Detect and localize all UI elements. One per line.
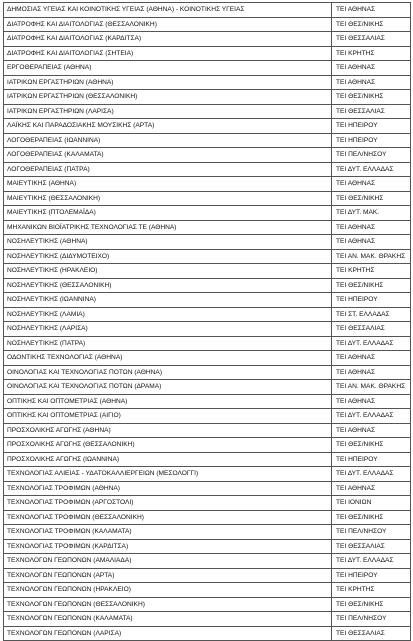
table-row: [4, 365, 411, 380]
department-name-cell: ΝΟΣΗΛΕΥΤΙΚΗΣ (ΙΩΑΝΝΙΝΑ): [4, 293, 332, 308]
department-name-cell: ΤΕΧΝΟΛΟΓΩΝ ΓΕΩΠΟΝΩΝ (ΗΡΑΚΛΕΙΟ): [4, 583, 332, 598]
table-row: [4, 278, 411, 293]
department-name-cell: ΕΡΓΟΘΕΡΑΠΕΙΑΣ (ΑΘΗΝΑ): [4, 61, 332, 76]
institution-cell: ΤΕΙ ΔΥΤ. ΕΛΛΑΔΑΣ: [332, 554, 411, 569]
table-row: [4, 90, 411, 105]
institution-cell: ΤΕΙ ΗΠΕΙΡΟΥ: [332, 293, 411, 308]
table-row: [4, 597, 411, 612]
department-name-cell: ΜΑΙΕΥΤΙΚΗΣ (ΑΘΗΝΑ): [4, 177, 332, 192]
institution-cell: ΤΕΙ ΑΘΗΝΑΣ: [332, 394, 411, 409]
institution-cell: ΤΕΙ ΑΘΗΝΑΣ: [332, 220, 411, 235]
institution-cell: ΤΕΙ ΑΘΗΝΑΣ: [332, 3, 411, 18]
institution-cell: ΤΕΙ ΗΠΕΙΡΟΥ: [332, 568, 411, 583]
department-name-cell: ΛΟΓΟΘΕΡΑΠΕΙΑΣ (ΠΑΤΡΑ): [4, 162, 332, 177]
table-row: [4, 46, 411, 61]
table-row: [4, 554, 411, 569]
department-name-cell: ΔΙΑΤΡΟΦΗΣ ΚΑΙ ΔΙΑΙΤΟΛΟΓΙΑΣ (ΚΑΡΔΙΤΣΑ): [4, 32, 332, 47]
institution-cell: ΤΕΙ ΑΘΗΝΑΣ: [332, 481, 411, 496]
department-name-cell: ΟΙΝΟΛΟΓΙΑΣ ΚΑΙ ΤΕΧΝΟΛΟΓΙΑΣ ΠΟΤΩΝ (ΑΘΗΝΑ): [4, 365, 332, 380]
table-row: [4, 525, 411, 540]
table-row: [4, 32, 411, 47]
institution-cell: ΤΕΙ ΘΕΣ/ΝΙΚΗΣ: [332, 597, 411, 612]
institution-cell: ΤΕΙ ΑΘΗΝΑΣ: [332, 365, 411, 380]
institution-cell: ΤΕΙ ΘΕΣ/ΝΙΚΗΣ: [332, 90, 411, 105]
department-name-cell: ΟΠΤΙΚΗΣ ΚΑΙ ΟΠΤΟΜΕΤΡΙΑΣ (ΑΙΓΙΟ): [4, 409, 332, 424]
table-row: [4, 3, 411, 18]
table-row: [4, 481, 411, 496]
institution-cell: ΤΕΙ ΘΕΣ/ΝΙΚΗΣ: [332, 278, 411, 293]
institution-cell: ΤΕΙ ΗΠΕΙΡΟΥ: [332, 452, 411, 467]
table-row: [4, 510, 411, 525]
department-name-cell: ΙΑΤΡΙΚΩΝ ΕΡΓΑΣΤΗΡΙΩΝ (ΑΘΗΝΑ): [4, 75, 332, 90]
table-row: [4, 612, 411, 627]
department-name-cell: ΠΡΟΣΧΟΛΙΚΗΣ ΑΓΩΓΗΣ (ΘΕΣΣΑΛΟΝΙΚΗ): [4, 438, 332, 453]
table-row: [4, 191, 411, 206]
institution-cell: ΤΕΙ ΗΠΕΙΡΟΥ: [332, 119, 411, 134]
table-row: [4, 75, 411, 90]
department-name-cell: ΟΔΟΝΤΙΚΗΣ ΤΕΧΝΟΛΟΓΙΑΣ (ΑΘΗΝΑ): [4, 351, 332, 366]
department-name-cell: ΟΠΤΙΚΗΣ ΚΑΙ ΟΠΤΟΜΕΤΡΙΑΣ (ΑΘΗΝΑ): [4, 394, 332, 409]
institution-cell: ΤΕΙ ΑΝ. ΜΑΚ. ΘΡΑΚΗΣ: [332, 249, 411, 264]
table-row: [4, 307, 411, 322]
department-name-cell: ΝΟΣΗΛΕΥΤΙΚΗΣ (ΛΑΜΙΑ): [4, 307, 332, 322]
table-row: [4, 583, 411, 598]
department-name-cell: ΔΙΑΤΡΟΦΗΣ ΚΑΙ ΔΙΑΙΤΟΛΟΓΙΑΣ (ΣΗΤΕΙΑ): [4, 46, 332, 61]
institution-cell: ΤΕΙ ΠΕΛ/ΝΗΣΟΥ: [332, 525, 411, 540]
departments-table: [3, 2, 411, 641]
department-name-cell: ΜΑΙΕΥΤΙΚΗΣ (ΠΤΟΛΕΜΑΪΔΑ): [4, 206, 332, 221]
institution-cell: ΤΕΙ ΗΠΕΙΡΟΥ: [332, 133, 411, 148]
department-name-cell: ΤΕΧΝΟΛΟΓΙΑΣ ΤΡΟΦΙΜΩΝ (ΘΕΣΣΑΛΟΝΙΚΗ): [4, 510, 332, 525]
department-name-cell: ΝΟΣΗΛΕΥΤΙΚΗΣ (ΑΘΗΝΑ): [4, 235, 332, 250]
table-row: [4, 438, 411, 453]
table-row: [4, 409, 411, 424]
institution-cell: ΤΕΙ ΑΘΗΝΑΣ: [332, 423, 411, 438]
institution-cell: ΤΕΙ ΠΕΛ/ΝΗΣΟΥ: [332, 148, 411, 163]
table-row: [4, 235, 411, 250]
department-name-cell: ΤΕΧΝΟΛΟΓΙΑΣ ΤΡΟΦΙΜΩΝ (ΑΘΗΝΑ): [4, 481, 332, 496]
department-name-cell: ΤΕΧΝΟΛΟΓΩΝ ΓΕΩΠΟΝΩΝ (ΑΜΑΛΙΑΔΑ): [4, 554, 332, 569]
institution-cell: ΤΕΙ ΑΘΗΝΑΣ: [332, 61, 411, 76]
department-name-cell: ΜΗΧΑΝΙΚΩΝ ΒΙΟΪΑΤΡΙΚΗΣ ΤΕΧΝΟΛΟΓΙΑΣ ΤΕ (ΑΘΗΝΑ): [4, 220, 332, 235]
departments-table-body: [4, 3, 411, 641]
department-name-cell: ΤΕΧΝΟΛΟΓΩΝ ΓΕΩΠΟΝΩΝ (ΛΑΡΙΣΑ): [4, 626, 332, 641]
institution-cell: ΤΕΙ ΑΘΗΝΑΣ: [332, 177, 411, 192]
table-row: [4, 394, 411, 409]
table-row: [4, 568, 411, 583]
department-name-cell: ΔΗΜΟΣΙΑΣ ΥΓΕΙΑΣ ΚΑΙ ΚΟΙΝΟΤΙΚΗΣ ΥΓΕΙΑΣ (ΑΘΗΝΑ) - ΚΟΙΝΟΤΙΚΗΣ ΥΓΕΙΑΣ: [4, 3, 332, 18]
institution-cell: ΤΕΙ ΘΕΣΣΑΛΙΑΣ: [332, 539, 411, 554]
institution-cell: ΤΕΙ ΘΕΣΣΑΛΙΑΣ: [332, 104, 411, 119]
department-name-cell: ΛΟΓΟΘΕΡΑΠΕΙΑΣ (ΙΩΑΝΝΙΝΑ): [4, 133, 332, 148]
department-name-cell: ΛΟΓΟΘΕΡΑΠΕΙΑΣ (ΚΑΛΑΜΑΤΑ): [4, 148, 332, 163]
table-row: [4, 104, 411, 119]
department-name-cell: ΠΡΟΣΧΟΛΙΚΗΣ ΑΓΩΓΗΣ (ΑΘΗΝΑ): [4, 423, 332, 438]
department-name-cell: ΤΕΧΝΟΛΟΓΙΑΣ ΤΡΟΦΙΜΩΝ (ΚΑΡΔΙΤΣΑ): [4, 539, 332, 554]
institution-cell: ΤΕΙ ΘΕΣ/ΝΙΚΗΣ: [332, 17, 411, 32]
institution-cell: ΤΕΙ ΠΕΛ/ΝΗΣΟΥ: [332, 612, 411, 627]
institution-cell: ΤΕΙ ΚΡΗΤΗΣ: [332, 46, 411, 61]
department-name-cell: ΤΕΧΝΟΛΟΓΩΝ ΓΕΩΠΟΝΩΝ (ΘΕΣΣΑΛΟΝΙΚΗ): [4, 597, 332, 612]
institution-cell: ΤΕΙ ΘΕΣ/ΝΙΚΗΣ: [332, 191, 411, 206]
institution-cell: ΤΕΙ ΔΥΤ. ΜΑΚ.: [332, 206, 411, 221]
department-name-cell: ΤΕΧΝΟΛΟΓΙΑΣ ΤΡΟΦΙΜΩΝ (ΚΑΛΑΜΑΤΑ): [4, 525, 332, 540]
institution-cell: ΤΕΙ ΑΘΗΝΑΣ: [332, 351, 411, 366]
department-name-cell: ΤΕΧΝΟΛΟΓΩΝ ΓΕΩΠΟΝΩΝ (ΑΡΤΑ): [4, 568, 332, 583]
table-row: [4, 162, 411, 177]
table-row: [4, 133, 411, 148]
department-name-cell: ΝΟΣΗΛΕΥΤΙΚΗΣ (ΛΑΡΙΣΑ): [4, 322, 332, 337]
department-name-cell: ΙΑΤΡΙΚΩΝ ΕΡΓΑΣΤΗΡΙΩΝ (ΘΕΣΣΑΛΟΝΙΚΗ): [4, 90, 332, 105]
table-row: [4, 626, 411, 641]
institution-cell: ΤΕΙ ΘΕΣ/ΝΙΚΗΣ: [332, 438, 411, 453]
institution-cell: ΤΕΙ ΑΘΗΝΑΣ: [332, 75, 411, 90]
institution-cell: ΤΕΙ ΔΥΤ. ΕΛΛΑΔΑΣ: [332, 336, 411, 351]
institution-cell: ΤΕΙ ΑΘΗΝΑΣ: [332, 235, 411, 250]
department-name-cell: ΝΟΣΗΛΕΥΤΙΚΗΣ (ΔΙΔΥΜΟΤΕΙΧΟ): [4, 249, 332, 264]
department-name-cell: ΟΙΝΟΛΟΓΙΑΣ ΚΑΙ ΤΕΧΝΟΛΟΓΙΑΣ ΠΟΤΩΝ (ΔΡΑΜΑ): [4, 380, 332, 395]
table-row: [4, 452, 411, 467]
table-row: [4, 17, 411, 32]
department-name-cell: ΤΕΧΝΟΛΟΓΙΑΣ ΤΡΟΦΙΜΩΝ (ΑΡΓΟΣΤΟΛΙ): [4, 496, 332, 511]
table-row: [4, 539, 411, 554]
table-row: [4, 496, 411, 511]
table-row: [4, 336, 411, 351]
department-name-cell: ΤΕΧΝΟΛΟΓΩΝ ΓΕΩΠΟΝΩΝ (ΚΑΛΑΜΑΤΑ): [4, 612, 332, 627]
institution-cell: ΤΕΙ ΔΥΤ. ΕΛΛΑΔΑΣ: [332, 409, 411, 424]
department-name-cell: ΙΑΤΡΙΚΩΝ ΕΡΓΑΣΤΗΡΙΩΝ (ΛΑΡΙΣΑ): [4, 104, 332, 119]
department-name-cell: ΤΕΧΝΟΛΟΓΙΑΣ ΑΛΙΕΙΑΣ - ΥΔΑΤΟΚΑΛΛΙΕΡΓΕΙΩΝ (ΜΕΣΟΛΟΓΓΙ): [4, 467, 332, 482]
table-row: [4, 206, 411, 221]
institution-cell: ΤΕΙ ΣΤ. ΕΛΛΑΔΑΣ: [332, 307, 411, 322]
department-name-cell: ΝΟΣΗΛΕΥΤΙΚΗΣ (ΗΡΑΚΛΕΙΟ): [4, 264, 332, 279]
table-row: [4, 249, 411, 264]
department-name-cell: ΠΡΟΣΧΟΛΙΚΗΣ ΑΓΩΓΗΣ (ΙΩΑΝΝΙΝΑ): [4, 452, 332, 467]
table-row: [4, 467, 411, 482]
institution-cell: ΤΕΙ ΚΡΗΤΗΣ: [332, 264, 411, 279]
table-row: [4, 119, 411, 134]
department-name-cell: ΝΟΣΗΛΕΥΤΙΚΗΣ (ΘΕΣΣΑΛΟΝΙΚΗ): [4, 278, 332, 293]
institution-cell: ΤΕΙ ΙΟΝΙΩΝ: [332, 496, 411, 511]
department-name-cell: ΔΙΑΤΡΟΦΗΣ ΚΑΙ ΔΙΑΙΤΟΛΟΓΙΑΣ (ΘΕΣΣΑΛΟΝΙΚΗ): [4, 17, 332, 32]
institution-cell: ΤΕΙ ΘΕΣΣΑΛΙΑΣ: [332, 32, 411, 47]
institution-cell: ΤΕΙ ΘΕΣ/ΝΙΚΗΣ: [332, 510, 411, 525]
department-name-cell: ΝΟΣΗΛΕΥΤΙΚΗΣ (ΠΑΤΡΑ): [4, 336, 332, 351]
table-row: [4, 61, 411, 76]
institution-cell: ΤΕΙ ΘΕΣΣΑΛΙΑΣ: [332, 626, 411, 641]
institution-cell: ΤΕΙ ΑΝ. ΜΑΚ. ΘΡΑΚΗΣ: [332, 380, 411, 395]
department-name-cell: ΜΑΙΕΥΤΙΚΗΣ (ΘΕΣΣΑΛΟΝΙΚΗ): [4, 191, 332, 206]
table-row: [4, 177, 411, 192]
table-row: [4, 351, 411, 366]
institution-cell: ΤΕΙ ΔΥΤ. ΕΛΛΑΔΑΣ: [332, 162, 411, 177]
table-row: [4, 220, 411, 235]
table-row: [4, 423, 411, 438]
table-row: [4, 380, 411, 395]
institution-cell: ΤΕΙ ΚΡΗΤΗΣ: [332, 583, 411, 598]
table-row: [4, 293, 411, 308]
institution-cell: ΤΕΙ ΘΕΣΣΑΛΙΑΣ: [332, 322, 411, 337]
department-name-cell: ΛΑΪΚΗΣ ΚΑΙ ΠΑΡΑΔΟΣΙΑΚΗΣ ΜΟΥΣΙΚΗΣ (ΑΡΤΑ): [4, 119, 332, 134]
table-row: [4, 148, 411, 163]
table-row: [4, 322, 411, 337]
institution-cell: ΤΕΙ ΔΥΤ. ΕΛΛΑΔΑΣ: [332, 467, 411, 482]
table-row: [4, 264, 411, 279]
